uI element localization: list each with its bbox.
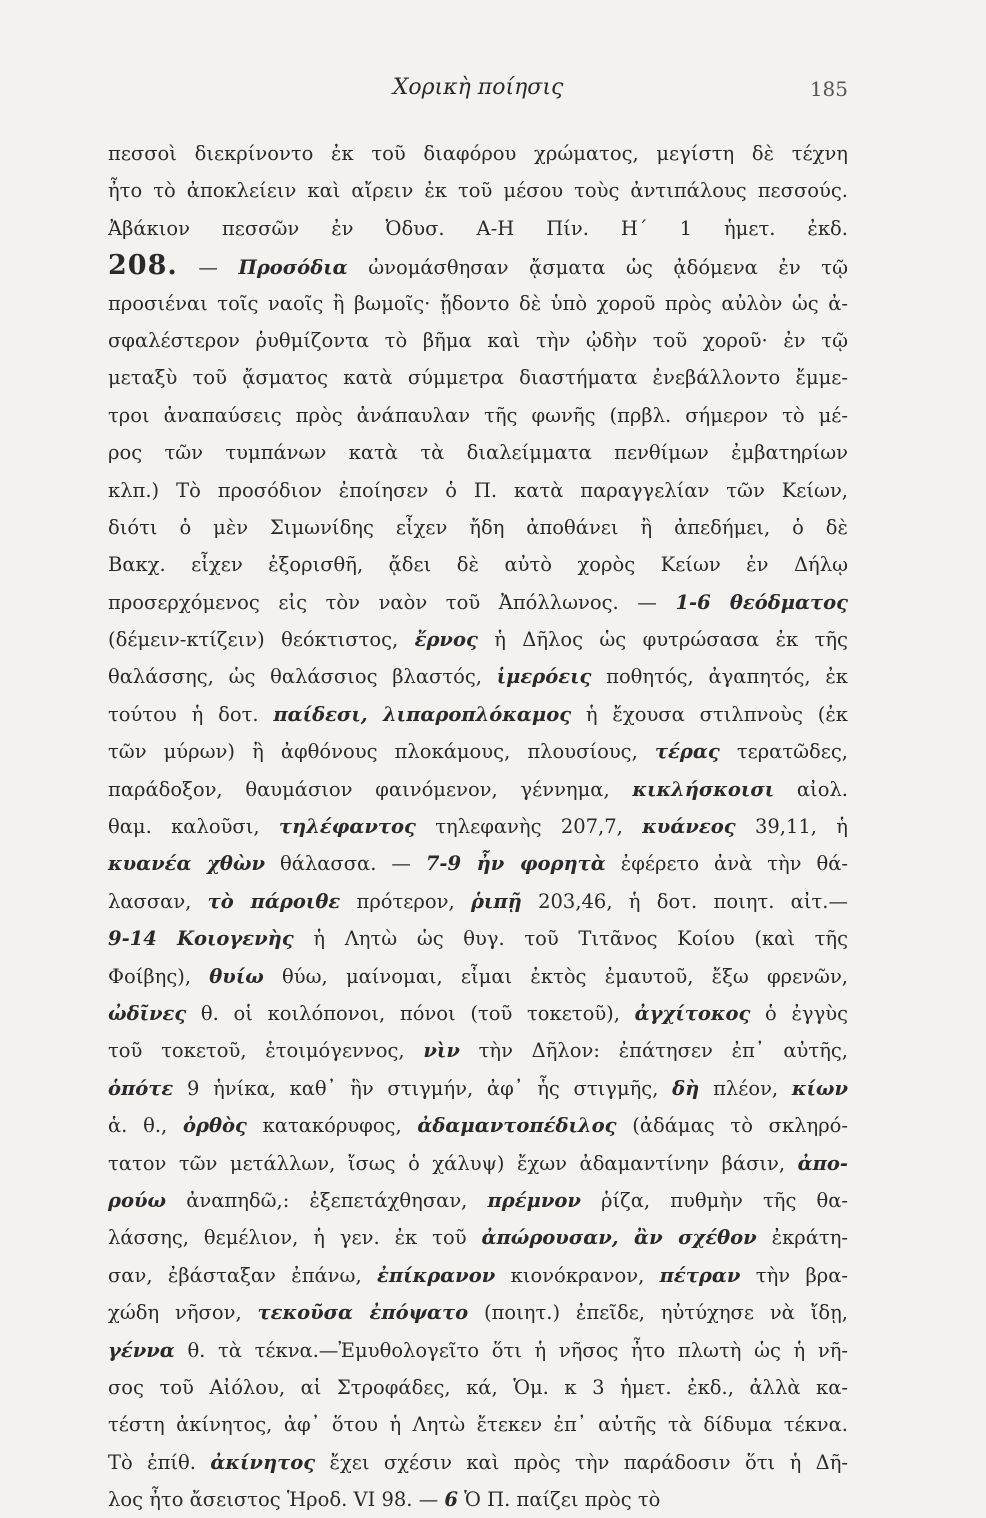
- lemma: Προσόδια: [238, 256, 348, 280]
- text-line: [108, 845, 848, 882]
- running-title: Χορικὴ ποίησις: [392, 75, 564, 100]
- text-line: [108, 1257, 848, 1294]
- text-run: σος τοῦ Αἰόλου, αἱ Στροφάδες, κά, Ὁμ. κ 3 ἡμετ. ἐκδ., ἀλλὰ κα-: [108, 1375, 848, 1399]
- text-line: [108, 285, 848, 322]
- lemma: γέννα: [108, 1338, 175, 1362]
- text-run: κιονόκρανον,: [495, 1263, 660, 1287]
- text-run: ἐφέρετο ἀνὰ τὴν θά-: [605, 852, 848, 876]
- text-line: [108, 658, 848, 695]
- text-line: [108, 1444, 848, 1481]
- text-line: [108, 621, 848, 658]
- text-line: [108, 546, 848, 583]
- lemma: κίων: [791, 1076, 849, 1100]
- text-run: θ. τὰ τέκνα.—Ἐμυθολογεῖτο ὅτι ἡ νῆσος ἦτο πλωτὴ ὡς ἡ νῆ-: [174, 1338, 848, 1362]
- lemma: νὶν: [423, 1039, 460, 1063]
- text-run: ἔχει σχέσιν καὶ πρὸς τὴν παράδοσιν ὅτι ἡ Δῆ-: [315, 1450, 848, 1474]
- text-run: ἡ Λητὼ ὡς θυγ. τοῦ Τιτᾶνος Κοίου (καὶ τῆς: [293, 927, 849, 951]
- text-run: Βακχ. εἶχεν ἐξορισθῆ, ᾄδει δὲ αὐτὸ χορὸς Κείων ἐν Δήλῳ: [108, 553, 848, 577]
- text-line: [108, 1070, 848, 1107]
- text-run: τούτου ἡ δοτ.: [108, 702, 274, 726]
- text-run: λασσαν,: [108, 889, 208, 913]
- lemma: ἐπίκρανον: [377, 1263, 496, 1287]
- text-run: τὴν βρα-: [740, 1263, 849, 1287]
- text-run: σαν, ἐβάσταξαν ἐπάνω,: [108, 1263, 378, 1287]
- text-run: ρος τῶν τυμπάνων κατὰ τὰ διαλείμματα πενθίμων ἐμβατηρίων: [108, 441, 848, 465]
- lemma: τεκοῦσα ἐπόψατο: [257, 1301, 469, 1325]
- text-run: μεταξὺ τοῦ ᾄσματος κατὰ σύμμετρα διαστήματα ἐνεβάλλοντο ἔμμε-: [108, 366, 848, 390]
- lemma: ρούω: [108, 1188, 167, 1212]
- lemma: ὠδῖνες: [108, 1001, 187, 1025]
- lemma: ἔρνος: [414, 628, 478, 652]
- text-line: [108, 1032, 848, 1069]
- text-line: [108, 135, 848, 172]
- text-line: [108, 920, 848, 957]
- lemma: ἀγχίτοκος: [634, 1001, 751, 1025]
- text-run: τατον τῶν μετάλλων, ἴσως ὁ χάλυψ) ἔχων ἀδαμαντίνην βάσιν,: [108, 1151, 798, 1175]
- text-line: [108, 883, 848, 920]
- lemma: 6: [444, 1488, 458, 1512]
- text-run: (δέμειν-κτίζειν) θεόκτιστος,: [108, 628, 415, 652]
- text-line: [108, 1107, 848, 1144]
- text-run: προσιέναι τοῖς ναοῖς ἢ βωμοῖς· ᾔδοντο δὲ ὑπὸ χοροῦ πρὸς αὐλὸν ὡς ἀ-: [108, 291, 848, 315]
- text-run: θάλασσα. —: [265, 852, 426, 876]
- text-run: κατακόρυφος,: [246, 1114, 418, 1138]
- text-line: [108, 1406, 848, 1443]
- text-run: Τὸ ἐπίθ.: [108, 1450, 211, 1474]
- lemma: πέτραν: [659, 1263, 741, 1287]
- section-number: 208.: [108, 250, 178, 282]
- text-line: [108, 958, 848, 995]
- text-run: (ἀδάμας τὸ σκληρό-: [616, 1114, 849, 1138]
- text-run: 9 ἡνίκα, καθ᾽ ἣν στιγμήν, ἀφ᾽ ἧς στιγμῆς,: [173, 1076, 673, 1100]
- lemma: ἱμερόεις: [496, 665, 592, 689]
- text-run: ἐκράτη-: [756, 1226, 848, 1250]
- text-run: Φοίβης),: [108, 964, 210, 988]
- text-run: θαλάσσης, ὡς θαλάσσιος βλαστός,: [108, 665, 497, 689]
- text-line: [108, 1182, 848, 1219]
- lemma: κυάνεος: [642, 815, 736, 839]
- lemma: ὀρθὸς: [182, 1114, 247, 1138]
- text-run: παράδοξον, θαυμάσιον φαινόμενον, γέννημα,: [108, 777, 633, 801]
- text-run: λος ἦτο ἄσειστος Ἡροδ. VI 98. —: [108, 1488, 445, 1512]
- lemma: 1-6 θεόδματος: [675, 590, 849, 614]
- lemma: ἀδαμαντοπέδιλος: [417, 1114, 617, 1138]
- text-line: [108, 247, 848, 284]
- lemma: παίδεσι, λιπαροπλόκαμος: [273, 702, 572, 726]
- text-run: (ποιητ.) ἐπεῖδε, ηὐτύχησε νὰ ἴδῃ,: [468, 1301, 848, 1325]
- text-line: [108, 509, 848, 546]
- text-line: [108, 771, 848, 808]
- text-run: πλέον,: [699, 1076, 792, 1100]
- commentary-text: [108, 135, 848, 1518]
- text-run: θαμ. καλοῦσι,: [108, 815, 279, 839]
- text-run: θύω, μαίνομαι, εἶμαι ἐκτὸς ἐμαυτοῦ, ἔξω φρενῶν,: [263, 964, 848, 988]
- lemma: πρέμνον: [487, 1188, 581, 1212]
- text-run: τέστη ἀκίνητος, ἀφ᾽ ὅτου ἡ Λητὼ ἔτεκεν ἐπ᾽ αὐτῆς τὰ δίδυμα τέκνα.: [108, 1413, 848, 1437]
- lemma: ἀπώρουσαν, ἂν σχέθον: [481, 1226, 757, 1250]
- text-run: χώδη νῆσον,: [108, 1301, 258, 1325]
- text-run: —: [177, 256, 239, 280]
- text-run: ἡ ἔχουσα στιλπνοὺς (ἐκ: [571, 702, 848, 726]
- text-run: ἁ. θ.,: [108, 1114, 183, 1138]
- lemma: θυίω: [209, 964, 264, 988]
- text-line: [108, 397, 848, 434]
- page-header: [108, 75, 848, 105]
- text-line: [108, 472, 848, 509]
- lemma: ἀπο-: [797, 1151, 848, 1175]
- text-run: πρότερον,: [340, 889, 471, 913]
- lemma: 9-14 Κοιογενὴς: [108, 927, 294, 951]
- text-run: ἡ Δῆλος ὡς φυτρώσασα ἐκ τῆς: [477, 628, 848, 652]
- text-run: τροι ἀναπαύσεις πρὸς ἀνάπαυλαν τῆς φωνῆς (πρβλ. σήμερον τὸ μέ-: [108, 403, 848, 427]
- text-run: πεσσοὶ διεκρίνοντο ἐκ τοῦ διαφόρου χρώματος, μεγίστη δὲ τέχνη: [108, 142, 848, 165]
- lemma: τηλέφαντος: [278, 815, 416, 839]
- text-run: αἰολ.: [774, 777, 849, 801]
- text-line: [108, 322, 848, 359]
- text-run: ἦτο τὸ ἀποκλείειν καὶ αἴρειν ἐκ τοῦ μέσου τοὺς ἀντιπάλους πεσσούς.: [108, 179, 848, 203]
- text-run: τὴν Δῆλον: ἐπάτησεν ἐπ᾽ αὐτῆς,: [459, 1039, 848, 1063]
- lemma: ὁπότε: [108, 1076, 174, 1100]
- lemma: κυανέα χθὼν: [108, 852, 266, 876]
- text-run: ἀναπηδῶ,: ἐξεπετάχθησαν,: [166, 1188, 488, 1212]
- text-run: διότι ὁ μὲν Σιμωνίδης εἶχεν ἤδη ἀποθάνει ἢ ἀπεδήμει, ὁ δὲ: [108, 515, 848, 539]
- text-line: [108, 359, 848, 396]
- lemma: ἀκίνητος: [210, 1450, 316, 1474]
- text-line: [108, 1145, 848, 1182]
- lemma: κικλήσκοισι: [632, 777, 775, 801]
- lemma: ῥιπῇ: [470, 889, 522, 913]
- lemma: 7-9 ἦν φορητὰ: [425, 852, 606, 876]
- text-run: 203,46, ἡ δοτ. ποιητ. αἰτ.—: [521, 889, 848, 913]
- text-run: τηλεφανὴς 207,7,: [415, 815, 643, 839]
- text-run: ποθητός, ἀγαπητός, ἐκ: [591, 665, 848, 689]
- text-line: [108, 696, 848, 733]
- text-run: λάσσης, θεμέλιον, ἡ γεν. ἐκ τοῦ: [108, 1226, 482, 1250]
- text-run: ὠνομάσθησαν ᾄσματα ὡς ᾀδόμενα ἐν τῷ: [347, 256, 848, 280]
- text-run: θ. οἱ κοιλόπονοι, πόνοι (τοῦ τοκετοῦ),: [186, 1001, 635, 1025]
- text-run: κλπ.) Τὸ προσόδιον ἐποίησεν ὁ Π. κατὰ παραγγελίαν τῶν Κείων,: [108, 478, 848, 502]
- text-line: [108, 1294, 848, 1331]
- page-number: 185: [809, 77, 848, 101]
- text-run: τοῦ τοκετοῦ, ἑτοιμόγεννος,: [108, 1039, 424, 1063]
- text-run: ῥίζα, πυθμὴν τῆς θα-: [580, 1188, 848, 1212]
- text-run: 39,11, ἡ: [735, 815, 848, 839]
- text-line: [108, 172, 848, 209]
- text-run: τερατῶδες,: [719, 740, 848, 764]
- text-line: [108, 210, 848, 247]
- text-run: σφαλέστερον ῥυθμίζοντα τὸ βῆμα καὶ τὴν ᾠδὴν τοῦ χοροῦ· ἐν τῷ: [108, 328, 848, 352]
- text-line: [108, 434, 848, 471]
- lemma: τέρας: [654, 740, 720, 764]
- lemma: τὸ πάροιθε: [207, 889, 341, 913]
- text-line: [108, 733, 848, 770]
- text-run: ὁ ἐγγὺς: [750, 1001, 849, 1025]
- text-line: [108, 1369, 848, 1406]
- text-run: Ὁ Π. παίζει πρὸς τὸ: [457, 1488, 661, 1512]
- text-line: [108, 808, 848, 845]
- text-line: [108, 584, 848, 621]
- text-run: Ἀβάκιον πεσσῶν ἐν Ὀδυσ. Α-Η Πίν. Η΄ 1 ἡμετ. ἐκδ.: [108, 216, 848, 240]
- text-run: προσερχόμενος εἰς τὸν ναὸν τοῦ Ἀπόλλωνος. —: [108, 590, 676, 614]
- text-run: τῶν μύρων) ἢ ἀφθόνους πλοκάμους, πλουσίους,: [108, 740, 655, 764]
- text-line: [108, 1332, 848, 1369]
- text-line: [108, 995, 848, 1032]
- lemma: δὴ: [672, 1076, 700, 1100]
- text-line: [108, 1219, 848, 1256]
